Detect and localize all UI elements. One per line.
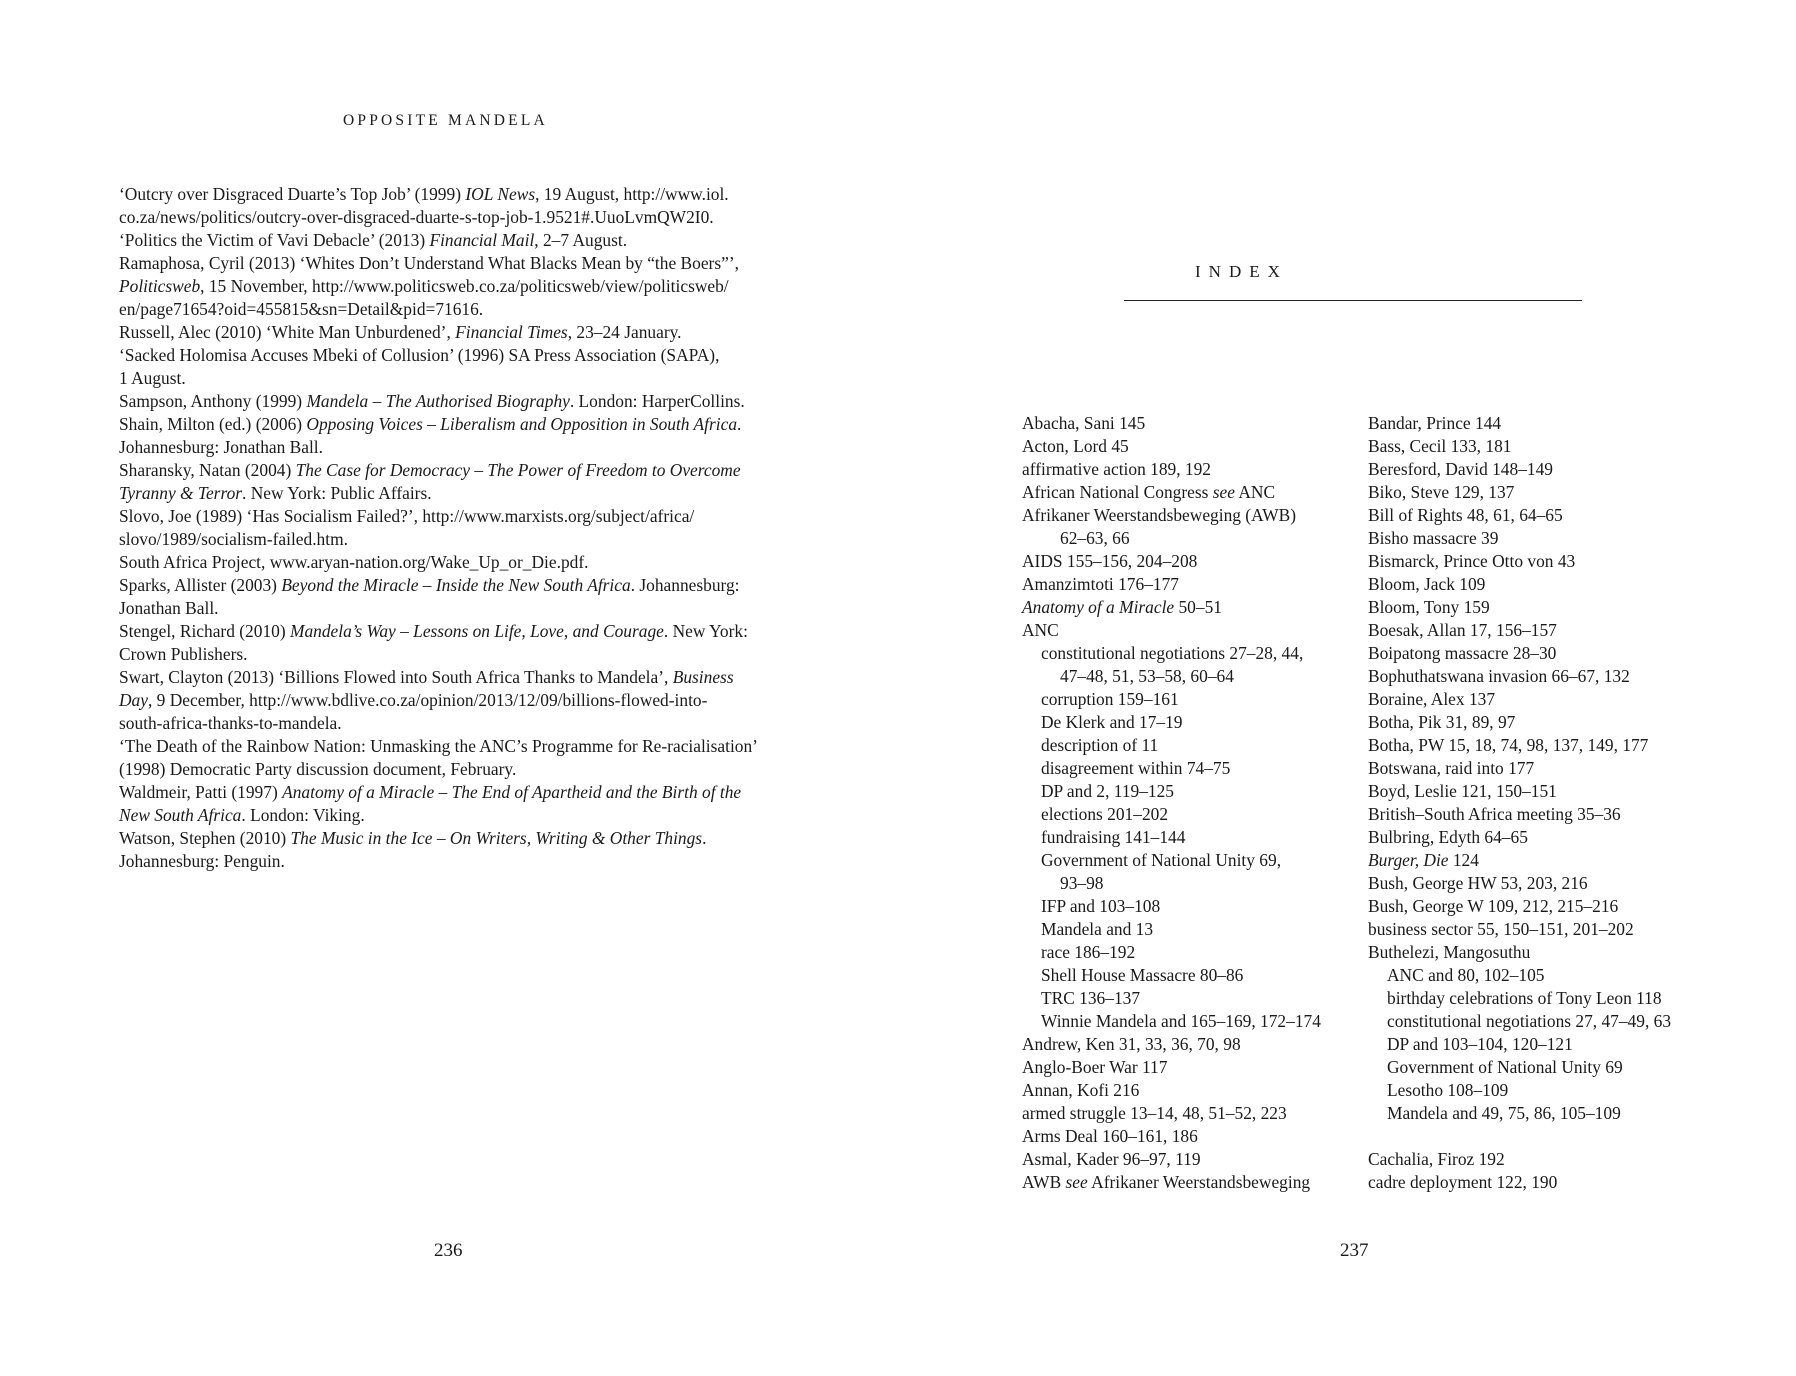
index-subentry: fundraising 141–144 [1041,827,1186,847]
index-subentry: Mandela and 13 [1041,919,1154,939]
index-entry: Beresford, David 148–149 [1368,459,1553,479]
index-subentry: ANC and 80, 102–105 [1387,965,1545,985]
reference-line: Sharansky, Natan (2004) The Case for Democracy – The Power of Freedom to Overcome [119,460,741,480]
title-rule [1124,300,1582,301]
index-entry: Buthelezi, Mangosuthu [1368,942,1531,962]
reference-line: ‘Outcry over Disgraced Duarte’s Top Job’ (1999) IOL News, 19 August, http://www.iol. [119,184,729,204]
index-subentry: constitutional negotiations 27–28, 44, [1041,643,1304,663]
index-subentry: Shell House Massacre 80–86 [1041,965,1244,985]
index-entry: Boraine, Alex 137 [1368,689,1496,709]
reference-line: en/page71654?oid=455815&sn=Detail&pid=71616. [119,299,484,319]
index-entry: Arms Deal 160–161, 186 [1022,1126,1198,1146]
index-subentry: DP and 2, 119–125 [1041,781,1175,801]
index-letter-gap [1368,1125,1788,1148]
reference-entry [119,229,819,252]
index-entry: Boyd, Leslie 121, 150–151 [1368,781,1557,801]
index-entry: Andrew, Ken 31, 33, 36, 70, 98 [1022,1034,1241,1054]
index-entry: Bisho massacre 39 [1368,528,1499,548]
index-entry: Biko, Steve 129, 137 [1368,482,1515,502]
index-entry: Afrikaner Weerstandsbeweging (AWB) [1022,505,1297,525]
index-entry: Botha, Pik 31, 89, 97 [1368,712,1516,732]
reference-entry [119,183,819,229]
reference-entry [119,252,819,321]
reference-line: South Africa Project, www.aryan-nation.org/Wake_Up_or_Die.pdf. [119,552,589,572]
index-entry: Acton, Lord 45 [1022,436,1129,456]
reference-line: (1998) Democratic Party discussion document, February. [119,759,517,779]
reference-line: Waldmeir, Patti (1997) Anatomy of a Miracle – The End of Apartheid and the Birth of the [119,782,742,802]
index-entry: Bismarck, Prince Otto von 43 [1368,551,1576,571]
running-head: OPPOSITE MANDELA [343,112,548,129]
index-subentry: Winnie Mandela and 165–169, 172–174 [1041,1011,1321,1031]
reference-line: Shain, Milton (ed.) (2006) Opposing Voices – Liberalism and Opposition in South Africa. [119,414,742,434]
reference-line: Swart, Clayton (2013) ‘Billions Flowed into South Africa Thanks to Mandela’, Business [119,667,734,687]
index-subentry: Mandela and 49, 75, 86, 105–109 [1387,1103,1621,1123]
index-entry-continuation: 62–63, 66 [1060,528,1130,548]
index-subentry: Government of National Unity 69, [1041,850,1282,870]
reference-line: New South Africa. London: Viking. [119,805,365,825]
reference-line: Sampson, Anthony (1999) Mandela – The Authorised Biography. London: HarperCollins. [119,391,745,411]
reference-line: Stengel, Richard (2010) Mandela’s Way – Lessons on Life, Love, and Courage. New York: [119,621,748,641]
index-subentry: IFP and 103–108 [1041,896,1161,916]
page-number-right: 237 [1340,1240,1369,1261]
index-column-2 [1368,412,1788,1194]
reference-line: co.za/news/politics/outcry-over-disgraced-duarte-s-top-job-1.9521#.UuoLvmQW2I0. [119,207,714,227]
index-entry: Bulbring, Edyth 64–65 [1368,827,1528,847]
index-entry: Botswana, raid into 177 [1368,758,1535,778]
reference-entry [119,413,819,459]
reference-entry [119,666,819,735]
index-subentry: TRC 136–137 [1041,988,1141,1008]
reference-line: Johannesburg: Penguin. [119,851,285,871]
reference-line: 1 August. [119,368,186,388]
reference-entry [119,781,819,827]
index-entry: Bophuthatswana invasion 66–67, 132 [1368,666,1630,686]
index-entry: AWB see Afrikaner Weerstandsbeweging [1022,1172,1311,1192]
index-entry: Burger, Die 124 [1368,850,1479,870]
index-subentry: disagreement within 74–75 [1041,758,1231,778]
index-entry: ANC [1022,620,1059,640]
index-entry: AIDS 155–156, 204–208 [1022,551,1198,571]
index-entry: British–South Africa meeting 35–36 [1368,804,1621,824]
reference-entry [119,344,819,390]
reference-line: Slovo, Joe (1989) ‘Has Socialism Failed?’, http://www.marxists.org/subject/africa/ [119,506,695,526]
index-entry: armed struggle 13–14, 48, 51–52, 223 [1022,1103,1287,1123]
index-entry: Bush, George W 109, 212, 215–216 [1368,896,1619,916]
reference-entry [119,574,819,620]
index-entry-continuation: 47–48, 51, 53–58, 60–64 [1060,666,1234,686]
right-page [898,0,1796,1376]
index-entry: Asmal, Kader 96–97, 119 [1022,1149,1201,1169]
reference-list [119,183,819,873]
index-entry: African National Congress see ANC [1022,482,1276,502]
index-entry: Annan, Kofi 216 [1022,1080,1140,1100]
reference-line: south-africa-thanks-to-mandela. [119,713,342,733]
index-entry: Bloom, Tony 159 [1368,597,1490,617]
reference-line: Ramaphosa, Cyril (2013) ‘Whites Don’t Understand What Blacks Mean by “the Boers”’, [119,253,739,273]
reference-line: Watson, Stephen (2010) The Music in the Ice – On Writers, Writing & Other Things. [119,828,707,848]
index-entry: Amanzimtoti 176–177 [1022,574,1179,594]
index-entry: Boipatong massacre 28–30 [1368,643,1557,663]
index-subentry: Lesotho 108–109 [1387,1080,1509,1100]
reference-line: ‘Politics the Victim of Vavi Debacle’ (2013) Financial Mail, 2–7 August. [119,230,628,250]
reference-line: slovo/1989/socialism-failed.htm. [119,529,348,549]
reference-entry [119,620,819,666]
reference-entry [119,551,819,574]
reference-line: Politicsweb, 15 November, http://www.politicsweb.co.za/politicsweb/view/politicsweb/ [119,276,729,296]
index-entry: Botha, PW 15, 18, 74, 98, 137, 149, 177 [1368,735,1649,755]
reference-entry [119,735,819,781]
reference-entry [119,390,819,413]
reference-line: ‘The Death of the Rainbow Nation: Unmasking the ANC’s Programme for Re-racialisation’ [119,736,758,756]
reference-entry [119,321,819,344]
reference-entry [119,827,819,873]
index-entry: Anatomy of a Miracle 50–51 [1022,597,1222,617]
index-entry: Cachalia, Firoz 192 [1368,1149,1505,1169]
reference-line: Jonathan Ball. [119,598,219,618]
reference-entry [119,459,819,505]
index-entry: Abacha, Sani 145 [1022,413,1146,433]
index-column-1 [1022,412,1352,1194]
index-entry: business sector 55, 150–151, 201–202 [1368,919,1634,939]
index-entry: affirmative action 189, 192 [1022,459,1211,479]
index-entry: Bloom, Jack 109 [1368,574,1486,594]
index-subentry: race 186–192 [1041,942,1136,962]
index-subentry: description of 11 [1041,735,1159,755]
index-subentry: birthday celebrations of Tony Leon 118 [1387,988,1662,1008]
index-subentry: elections 201–202 [1041,804,1169,824]
index-entry-continuation: 93–98 [1060,873,1104,893]
index-title: INDEX [1195,262,1288,281]
index-entry: Boesak, Allan 17, 156–157 [1368,620,1557,640]
index-subentry: corruption 159–161 [1041,689,1179,709]
reference-line: Sparks, Allister (2003) Beyond the Miracle – Inside the New South Africa. Johannesburg: [119,575,740,595]
reference-line: Crown Publishers. [119,644,248,664]
reference-line: Johannesburg: Jonathan Ball. [119,437,323,457]
index-entry: cadre deployment 122, 190 [1368,1172,1558,1192]
index-entry: Bandar, Prince 144 [1368,413,1502,433]
index-entry: Anglo-Boer War 117 [1022,1057,1168,1077]
page-number-left: 236 [434,1240,463,1261]
reference-line: ‘Sacked Holomisa Accuses Mbeki of Collusion’ (1996) SA Press Association (SAPA), [119,345,720,365]
reference-line: Russell, Alec (2010) ‘White Man Unburdened’, Financial Times, 23–24 January. [119,322,682,342]
index-subentry: DP and 103–104, 120–121 [1387,1034,1573,1054]
reference-line: Tyranny & Terror. New York: Public Affairs. [119,483,432,503]
index-subentry: De Klerk and 17–19 [1041,712,1183,732]
reference-line: Day, 9 December, http://www.bdlive.co.za/opinion/2013/12/09/billions-flowed-into- [119,690,708,710]
index-entry: Bass, Cecil 133, 181 [1368,436,1512,456]
reference-entry [119,505,819,551]
index-subentry: Government of National Unity 69 [1387,1057,1623,1077]
index-subentry: constitutional negotiations 27, 47–49, 63 [1387,1011,1672,1031]
index-entry: Bill of Rights 48, 61, 64–65 [1368,505,1563,525]
index-entry: Bush, George HW 53, 203, 216 [1368,873,1588,893]
